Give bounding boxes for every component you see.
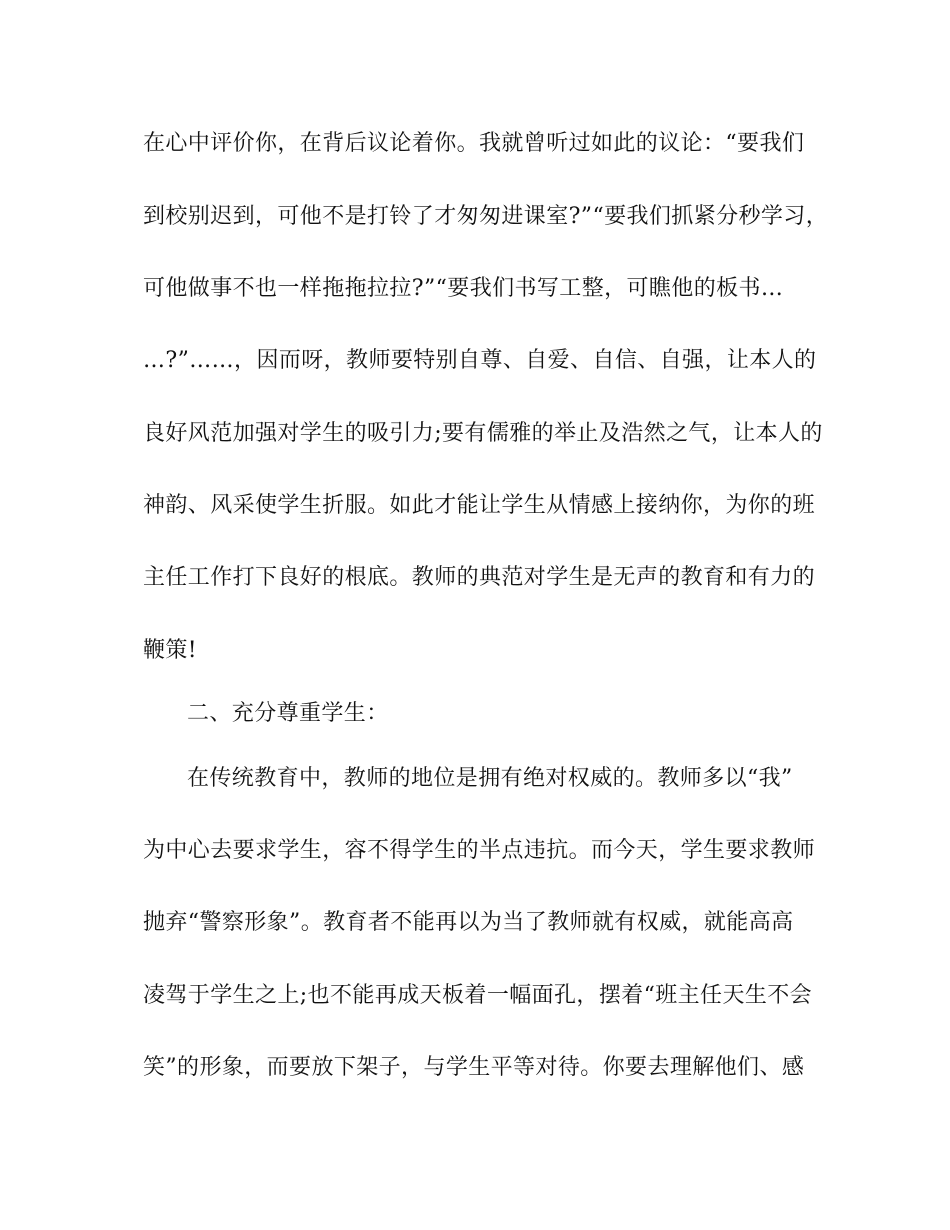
text-line-14: 笑”的形象，而要放下架子，与学生平等对待。你要去理解他们、感 (143, 1055, 805, 1080)
text-line-13: 凌驾于学生之上;也不能再成天板着一幅面孔，摆着“班主任天生不会 (143, 983, 813, 1008)
text-line-6: 神韵、风采使学生折服。如此才能让学生从情感上接纳你，为你的班 (143, 493, 816, 518)
text-line-10: 在传统教育中，教师的地位是拥有绝对权威的。教师多以“我” (187, 766, 793, 791)
section-heading: 二、充分尊重学生： (187, 701, 389, 726)
text-line-11: 为中心去要求学生，容不得学生的半点违抗。而今天，学生要求教师 (143, 838, 816, 863)
text-line-2: 到校别迟到，可他不是打铃了才匆匆进课室?”“要我们抓紧分秒学习， (143, 204, 829, 229)
text-line-5: 良好风范加强对学生的吸引力;要有儒雅的举止及浩然之气，让本人的 (143, 421, 823, 446)
text-line-12: 抛弃“警察形象”。教育者不能再以为当了教师就有权威，就能高高 (143, 910, 794, 935)
text-line-1: 在心中评价你，在背后议论着你。我就曾听过如此的议论：“要我们 (143, 131, 805, 156)
text-line-7: 主任工作打下良好的根底。教师的典范对学生是无声的教育和有力的 (143, 565, 816, 590)
text-line-8: 鞭策! (143, 638, 198, 663)
text-line-3: 可他做事不也一样拖拖拉拉?”“要我们书写工整，可瞧他的板书… (143, 276, 784, 301)
text-line-4: …?”……，因而呀，教师要特别自尊、自爱、自信、自强，让本人的 (143, 348, 817, 373)
